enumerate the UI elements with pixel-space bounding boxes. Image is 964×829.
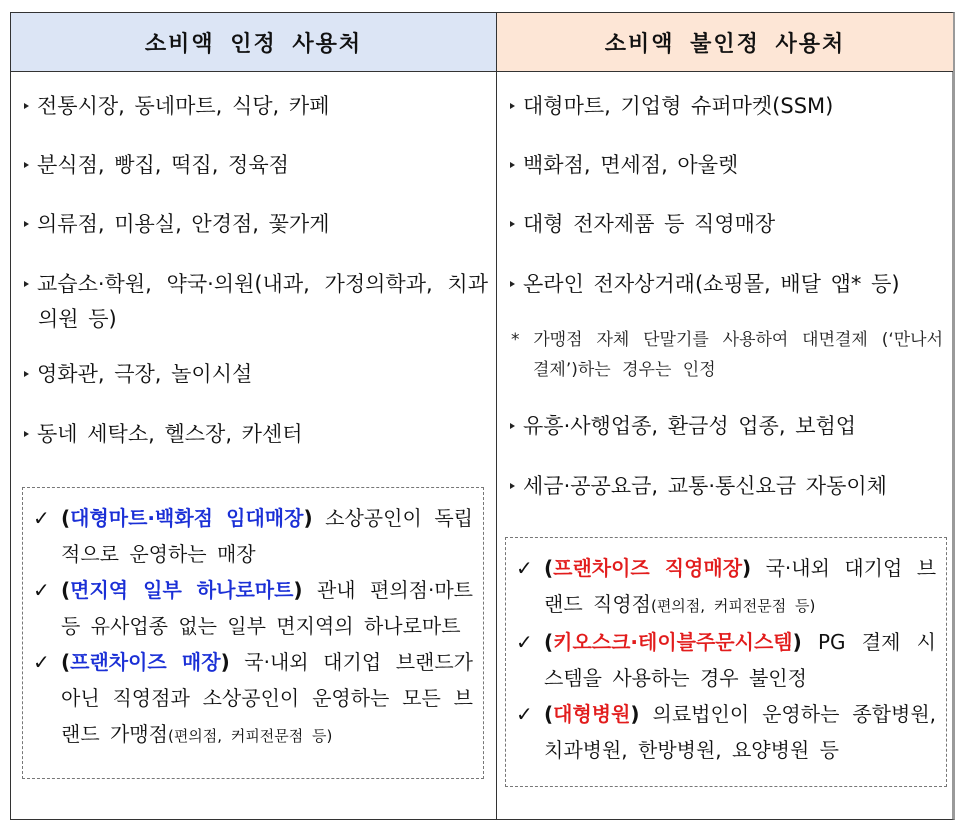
triangle-right-icon: [24, 162, 29, 168]
recognized-column: [11, 13, 497, 819]
checkmark-icon: ✓: [33, 578, 50, 602]
not-recognized-note: ✓ (키오스크·테이블주문시스템) PG 결제 시스템을 사용하는 경우 불인정: [516, 624, 936, 696]
not-recognized-item: 백화점, 면세점, 아울렛: [507, 148, 945, 183]
note-highlight: 면지역 일부 하나로마트: [70, 578, 294, 602]
not-recognized-item: 유흥·사행업종, 환금성 업종, 보험업: [507, 409, 945, 444]
checkmark-icon: ✓: [33, 506, 50, 530]
recognized-notes-box: [22, 487, 484, 779]
not-recognized-notes-box: [505, 537, 947, 787]
triangle-right-icon: [510, 423, 515, 429]
recognized-item: 교습소·학원, 약국·의원(내과, 가정의학과, 치과의원 등): [21, 267, 488, 337]
recognized-item: 분식점, 빵집, 떡집, 정육점: [21, 148, 488, 183]
triangle-right-icon: [510, 103, 515, 109]
not-recognized-note: ✓ (프랜차이즈 직영매장) 국·내외 대기업 브랜드 직영점(편의점, 커피전문점 등): [516, 550, 936, 624]
recognized-note: ✓ (면지역 일부 하나로마트) 관내 편의점·마트 등 유사업종 없는 일부 면지역의 하나로마트: [33, 572, 473, 644]
note-highlight: 프랜차이즈 매장: [70, 650, 221, 674]
recognized-item: 전통시장, 동네마트, 식당, 카페: [21, 89, 488, 124]
note-highlight: 키오스크·테이블주문시스템: [553, 630, 793, 654]
triangle-right-icon: [24, 371, 29, 377]
recognized-note: ✓ (대형마트·백화점 임대매장) 소상공인이 독립적으로 운영하는 매장: [33, 500, 473, 572]
triangle-right-icon: [510, 281, 515, 287]
recognized-item: 의류점, 미용실, 안경점, 꽃가게: [21, 207, 488, 242]
recognized-header: 소비액 인정 사용처: [11, 13, 496, 72]
triangle-right-icon: [510, 221, 515, 227]
checkmark-icon: ✓: [33, 650, 50, 674]
checkmark-icon: ✓: [516, 630, 533, 654]
triangle-right-icon: [24, 431, 29, 437]
recognized-item: 동네 세탁소, 헬스장, 카센터: [21, 417, 488, 452]
not-recognized-header: 소비액 불인정 사용처: [497, 13, 953, 72]
not-recognized-note: ✓ (대형병원) 의료법인이 운영하는 종합병원, 치과병원, 한방병원, 요양병원 등: [516, 696, 936, 768]
footnote: * 가맹점 자체 단말기를 사용하여 대면결제 (‘만나서 결제’)하는 경우는 인정: [511, 330, 943, 380]
triangle-right-icon: [510, 162, 515, 168]
not-recognized-item: 온라인 전자상거래(쇼핑몰, 배달 앱* 등): [507, 267, 945, 302]
not-recognized-item: 대형마트, 기업형 슈퍼마켓(SSM): [507, 89, 945, 124]
note-highlight: 대형병원: [553, 702, 631, 726]
note-highlight: 프랜차이즈 직영매장: [553, 556, 743, 580]
note-highlight: 대형마트·백화점 임대매장: [70, 506, 304, 530]
triangle-right-icon: [24, 221, 29, 227]
comparison-table: [10, 12, 955, 820]
recognized-item: 영화관, 극장, 놀이시설: [21, 357, 488, 392]
triangle-right-icon: [510, 483, 515, 489]
checkmark-icon: ✓: [516, 556, 533, 580]
not-recognized-item: 세금·공공요금, 교통·통신요금 자동이체: [507, 469, 945, 504]
not-recognized-column: [497, 13, 953, 819]
triangle-right-icon: [24, 103, 29, 109]
not-recognized-item: 대형 전자제품 등 직영매장: [507, 207, 945, 242]
checkmark-icon: ✓: [516, 702, 533, 726]
triangle-right-icon: [24, 281, 29, 287]
recognized-note: ✓ (프랜차이즈 매장) 국·내외 대기업 브랜드가 아닌 직영점과 소상공인이 운영하는 모든 브랜드 가맹점(편의점, 커피전문점 등): [33, 644, 473, 754]
